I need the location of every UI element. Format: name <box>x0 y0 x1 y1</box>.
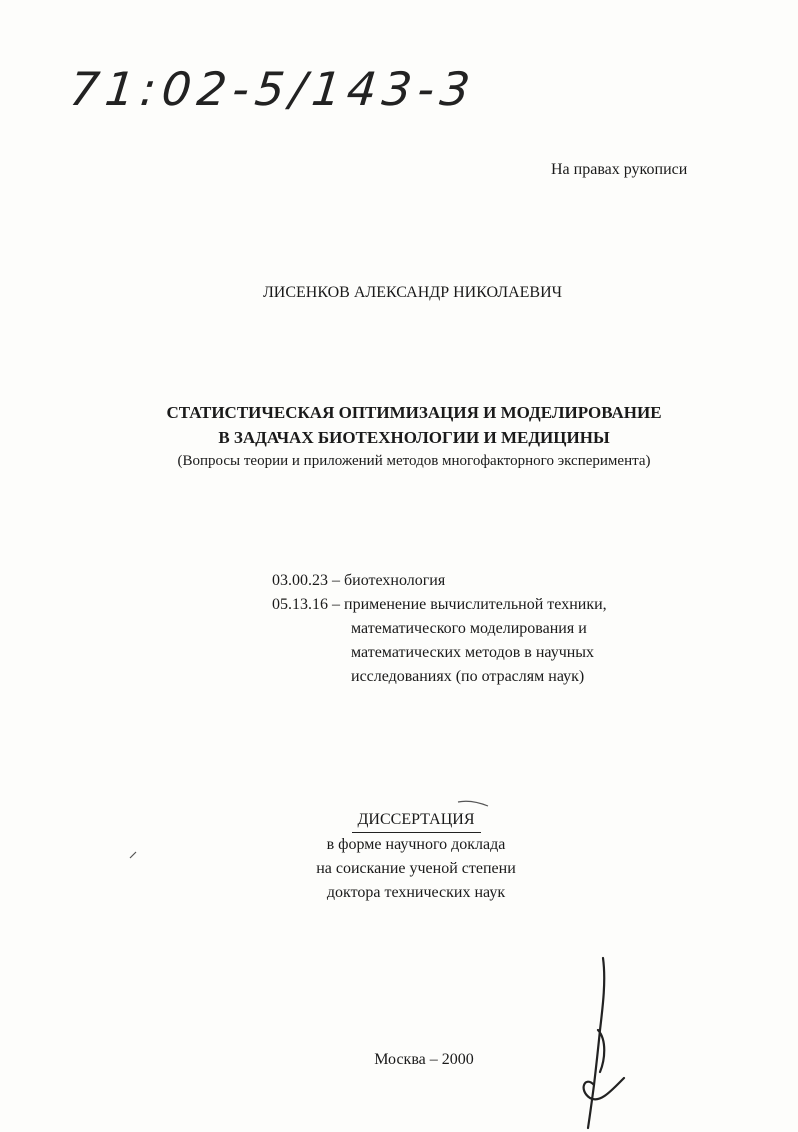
title-line-1: СТАТИСТИЧЕСКАЯ ОПТИМИЗАЦИЯ И МОДЕЛИРОВАНИЕ <box>166 403 662 422</box>
dissertation-line-3: доктора технических наук <box>326 884 506 901</box>
pen-tick-left <box>130 852 136 858</box>
pen-scratch <box>458 801 488 806</box>
subtitle: (Вопросы теории и приложений методов многофакторного эксперимента) <box>177 453 651 469</box>
specialty-1-code: 03.00.23 <box>272 572 328 589</box>
specialty-2-name: – применение вычислительной техники, <box>332 596 607 613</box>
specialty-2-line-3: математических методов в научных <box>351 644 595 661</box>
rights-note: На правах рукописи <box>551 161 688 178</box>
specialty-2-code: 05.13.16 <box>272 596 328 613</box>
dissertation-line-1: в форме научного доклада <box>326 836 506 853</box>
dissertation-heading: ДИССЕРТАЦИЯ <box>352 808 481 833</box>
specialty-1-name: – биотехнология <box>332 572 446 589</box>
catalog-number-handwritten: 71:02-5/143-3 <box>67 62 479 116</box>
city-year: Москва – 2000 <box>374 1051 474 1068</box>
author-name: ЛИСЕНКОВ АЛЕКСАНДР НИКОЛАЕВИЧ <box>262 284 563 301</box>
signature-stroke <box>584 958 624 1128</box>
specialty-2-line-2: математического моделирования и <box>351 620 587 637</box>
catalog-slash <box>228 70 242 130</box>
dissertation-line-2: на соискание ученой степени <box>316 860 516 877</box>
specialty-2-line-4: исследованиях (по отраслям наук) <box>351 668 585 685</box>
title-line-2: В ЗАДАЧАХ БИОТЕХНОЛОГИИ И МЕДИЦИНЫ <box>218 428 610 447</box>
